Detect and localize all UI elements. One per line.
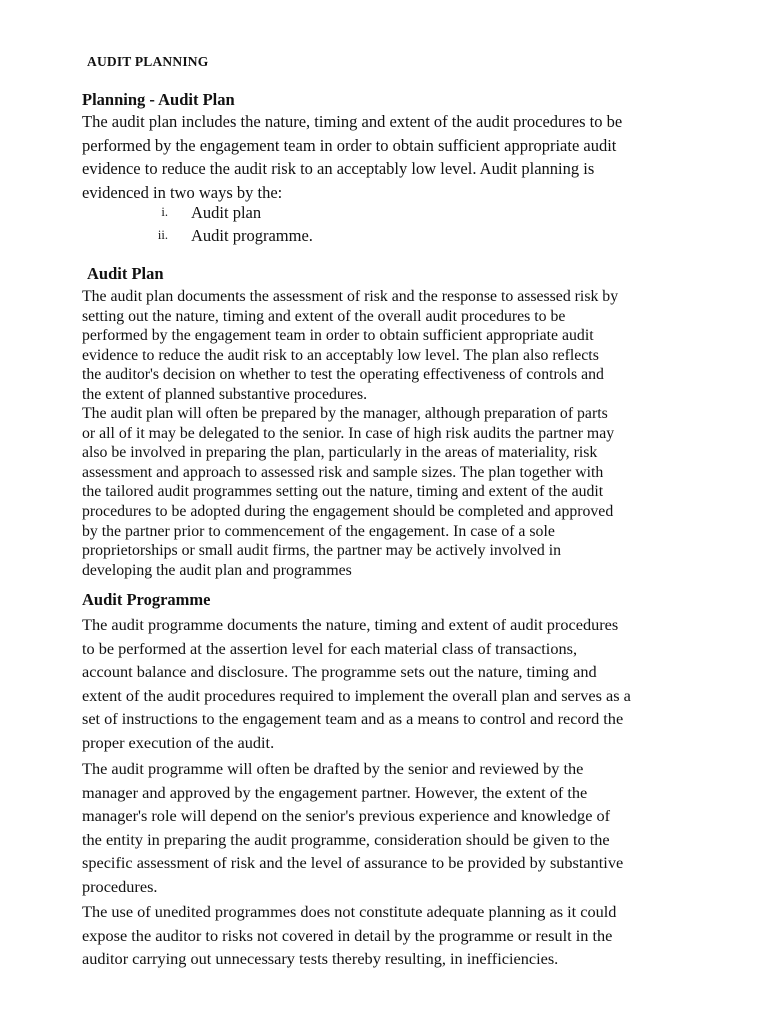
- text-line: assessment and approach to assessed risk and sample sizes. The plan together with: [82, 463, 604, 481]
- list-number: i.: [161, 205, 168, 219]
- page-title: AUDIT PLANNING: [87, 54, 209, 69]
- text-line: set of instructions to the engagement team and as a means to control and record the: [82, 709, 624, 729]
- text-line: to be performed at the assertion level for each material class of transactions,: [82, 638, 578, 658]
- text-line: setting out the nature, timing and extent of the overall audit procedures to be: [82, 307, 566, 325]
- text-line: The audit plan will often be prepared by the manager, although preparation of parts: [82, 405, 608, 422]
- text-line: procedures to be adopted during the engagement should be completed and approved: [82, 502, 614, 520]
- text-line: The audit plan documents the assessment of risk and the response to assessed risk by: [82, 288, 619, 305]
- text-line: evidence to reduce the audit risk to an acceptably low level. The plan also reflects: [82, 346, 599, 364]
- text-line: The audit plan includes the nature, timing and extent of the audit procedures to be: [82, 112, 623, 131]
- section-heading-planning-audit-plan: Planning - Audit Plan: [82, 90, 235, 109]
- intro-paragraph: [82, 110, 696, 204]
- audit-programme-paragraph-2: [82, 757, 696, 899]
- text-line: evidenced in two ways by the:: [82, 182, 283, 202]
- section-heading-audit-plan: Audit Plan: [87, 264, 164, 283]
- text-line: the auditor's decision on whether to test the operating effectiveness of controls and: [82, 366, 604, 384]
- text-line: the tailored audit programmes setting out the nature, timing and extent of the audit: [82, 483, 604, 501]
- list-item: Audit programme.: [191, 226, 313, 245]
- text-line: auditor carrying out unnecessary tests thereby resulting, in inefficiencies.: [82, 949, 559, 969]
- text-line: or all of it may be delegated to the senior. In case of high risk audits the partner may: [82, 424, 615, 442]
- text-line: the extent of planned substantive procedures.: [82, 385, 368, 403]
- text-line: The audit programme will often be drafted by the senior and reviewed by the: [82, 759, 584, 778]
- text-line: proprietorships or small audit firms, the partner may be actively involved in: [82, 542, 562, 560]
- audit-plan-paragraph-2: [82, 404, 696, 580]
- text-line: proper execution of the audit.: [82, 732, 275, 752]
- text-line: performed by the engagement team in order to obtain sufficient appropriate audit: [82, 135, 617, 155]
- text-line: the entity in preparing the audit programme, consideration should be given to the: [82, 829, 610, 849]
- text-line: evidence to reduce the audit risk to an acceptably low level. Audit planning is: [82, 159, 595, 178]
- text-line: specific assessment of risk and the level of assurance to be provided by substantive: [82, 853, 624, 873]
- text-line: procedures.: [82, 876, 158, 896]
- text-line: manager's role will depend on the senior's previous experience and knowledge of: [82, 806, 611, 826]
- audit-programme-paragraph-1: [82, 613, 696, 755]
- text-line: expose the auditor to risks not covered in detail by the programme or result in the: [82, 925, 613, 945]
- text-line: by the partner prior to commencement of the engagement. In case of a sole: [82, 522, 555, 540]
- text-line: The use of unedited programmes does not constitute adequate planning as it could: [82, 902, 617, 921]
- audit-programme-paragraph-3: [82, 900, 696, 971]
- text-line: also be involved in preparing the plan, particularly in the areas of materiality, risk: [82, 444, 598, 462]
- list-number: ii.: [157, 228, 168, 242]
- section-heading-audit-programme: Audit Programme: [82, 590, 211, 609]
- text-line: manager and approved by the engagement partner. However, the extent of the: [82, 782, 588, 802]
- text-line: The audit programme documents the nature, timing and extent of audit procedures: [82, 615, 619, 634]
- text-line: extent of the audit procedures required to implement the overall plan and serves as a: [82, 685, 631, 705]
- text-line: account balance and disclosure. The programme sets out the nature, timing and: [82, 662, 597, 682]
- list-item: Audit plan: [191, 203, 262, 222]
- text-line: developing the audit plan and programmes: [82, 561, 352, 579]
- text-line: performed by the engagement team in order to obtain sufficient appropriate audit: [82, 327, 594, 345]
- audit-plan-paragraph-1: [82, 287, 696, 405]
